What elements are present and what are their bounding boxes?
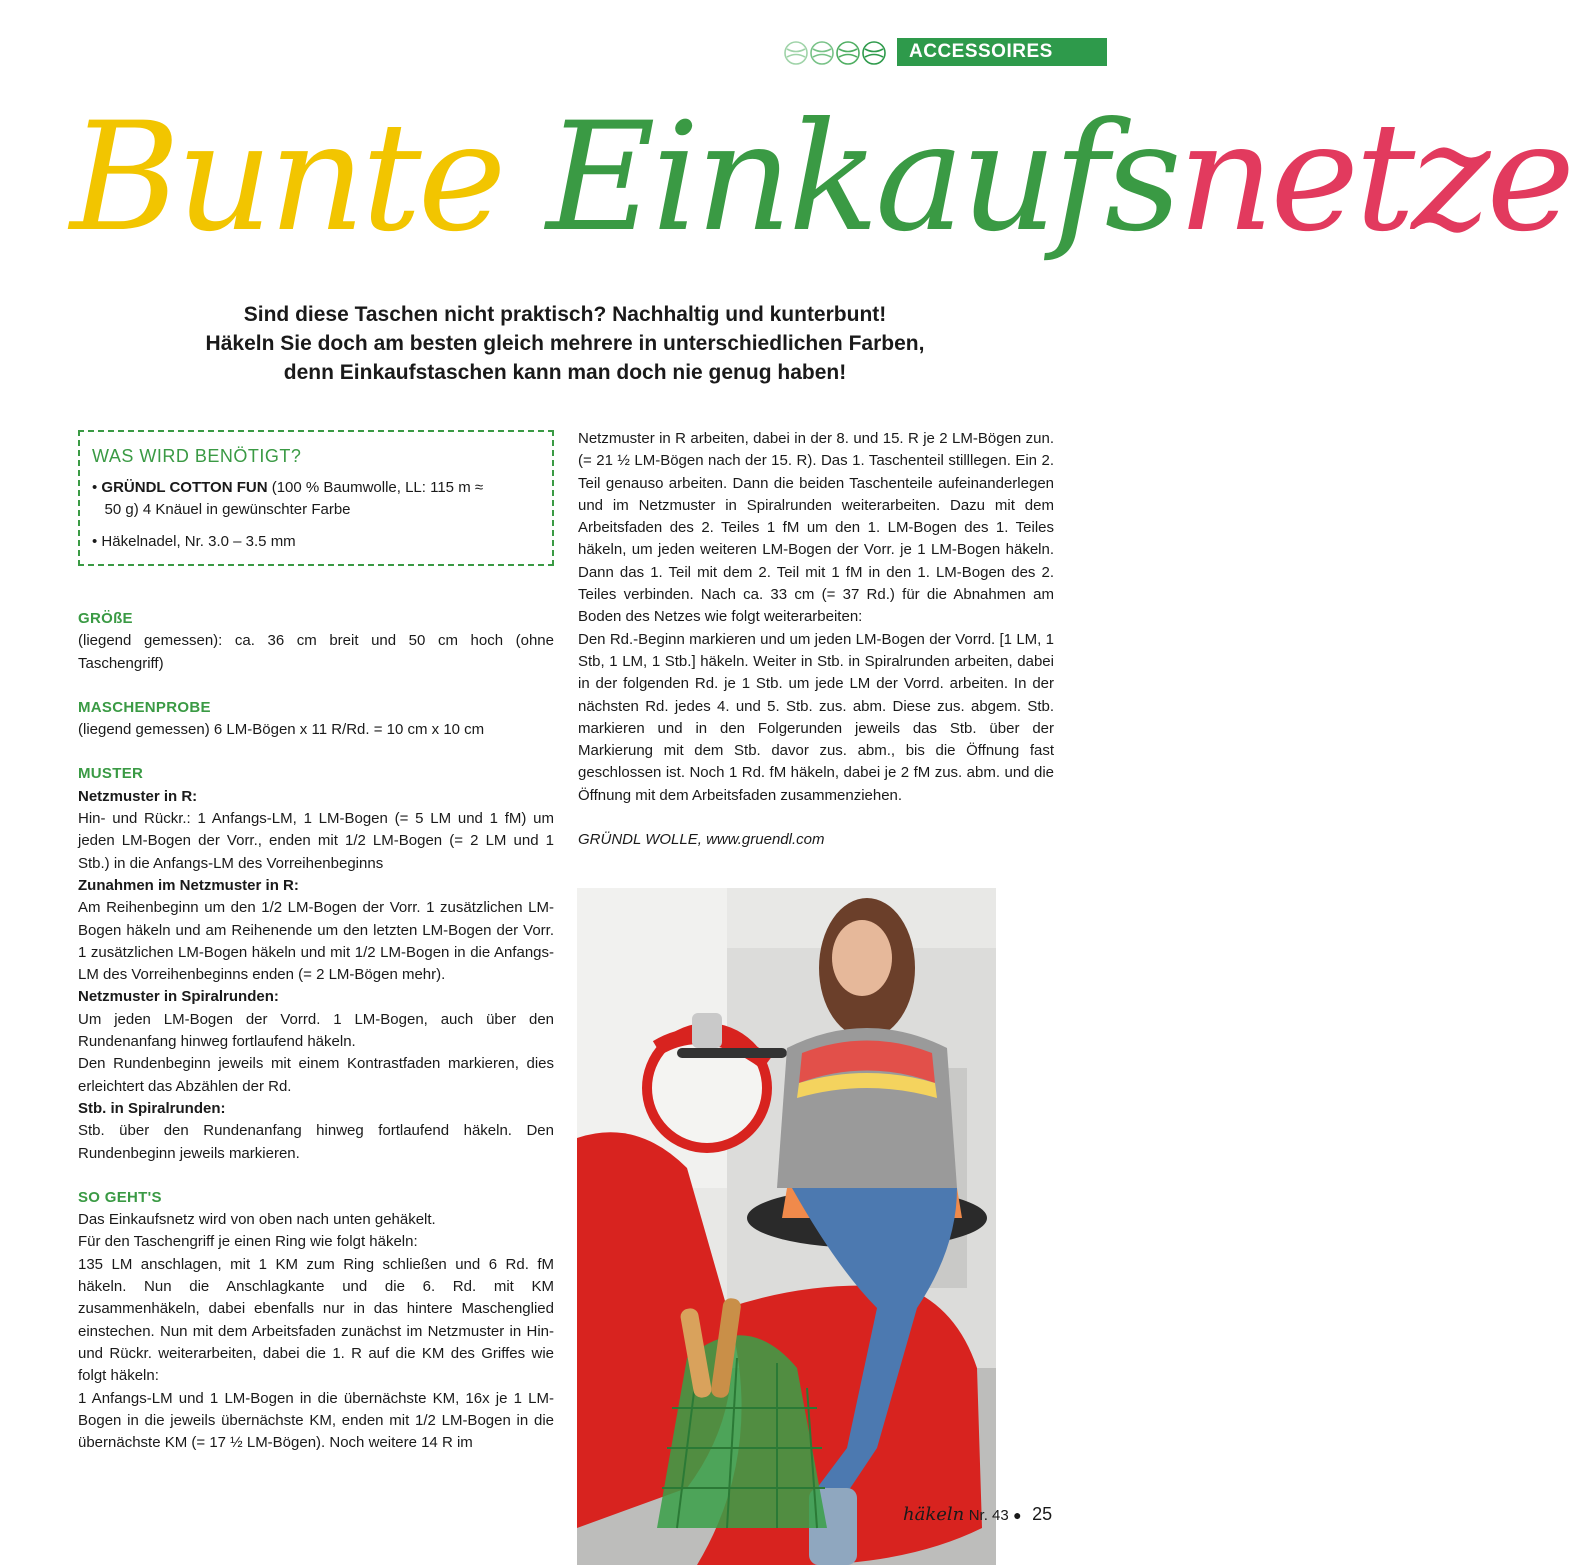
- howto-heading: SO GEHT'S: [78, 1188, 162, 1206]
- intro-line: Häkeln Sie doch am besten gleich mehrere in unterschiedlichen Farben,: [205, 332, 925, 355]
- materials-item: • Häkelnadel, Nr. 3.0 – 3.5 mm: [92, 533, 296, 550]
- pattern-subheading: Netzmuster in R:: [78, 787, 198, 805]
- page-footer: [903, 1504, 1083, 1534]
- photo-woman-on-scooter: [577, 888, 996, 1565]
- materials-box: [78, 430, 554, 566]
- right-column: [578, 428, 1054, 851]
- pattern-text: Um jeden LM-Bogen der Vorrd. 1 LM-Bogen, auch über den Rundenanfang hinweg fortlaufend häkeln.: [78, 1010, 554, 1051]
- pattern-text: Den Rundenbeginn jeweils mit einem Kontrastfaden markieren, dies erleichtert das Abzählen der Rd.: [78, 1055, 554, 1095]
- intro-text: [150, 300, 980, 387]
- materials-title: WAS WIRD BENÖTIGT?: [92, 446, 302, 466]
- howto-paragraph: 135 LM anschlagen, mit 1 KM zum Ring schließen und 6 Rd. fM häkeln. Nun die Anschlagkante und die 6. Rd. mit KM zusammenhäkeln, dabei ebenfalls nur in das hintere Maschenglied einstechen. Nun mit dem Arbeitsfaden zunächst im Netzmuster in Hin- und Rückr. weiterarbeiten, dabei die 1. R auf die KM des Griffes wie folgt häkeln:: [78, 1255, 554, 1385]
- gauge-heading: MASCHENPROBE: [78, 698, 211, 716]
- intro-line: Sind diese Taschen nicht praktisch? Nachhaltig und kunterbunt!: [243, 303, 887, 326]
- page-title: [70, 78, 1571, 298]
- pattern-text: Stb. über den Rundenanfang hinweg fortlaufend häkeln. Den Rundenbeginn jeweils markieren.: [78, 1122, 554, 1162]
- yarn-spec: (100 % Baumwolle, LL: 115 m ≈: [267, 479, 484, 496]
- gauge-text: (liegend gemessen) 6 LM-Bögen x 11 R/Rd. = 10 cm x 10 cm: [78, 721, 485, 739]
- magazine-name: häkeln: [903, 1504, 965, 1525]
- howto-line: Für den Taschengriff je einen Ring wie folgt häkeln:: [78, 1233, 418, 1251]
- bullet-separator: ●: [1013, 1507, 1022, 1523]
- issue-number: Nr. 43: [968, 1507, 1009, 1524]
- section-label: ACCESSOIRES: [897, 38, 1107, 66]
- pattern-heading: MUSTER: [78, 765, 144, 783]
- howto-paragraph: 1 Anfangs-LM und 1 LM-Bogen in die übernächste KM, 16x je 1 LM-Bogen in die jeweils übernächste KM, enden mit 1/2 LM-Bogen in die übernächste KM (= 17 ½ LM-Bögen). Noch weitere 14 R im: [78, 1389, 554, 1452]
- yarn-ball-icons: [783, 40, 888, 66]
- title-word-einkaufs: Einkaufs: [546, 91, 1178, 265]
- left-column: [78, 608, 554, 1454]
- yarn-name: GRÜNDL COTTON FUN: [101, 479, 268, 496]
- page-number: 25: [1032, 1504, 1053, 1524]
- intro-line: denn Einkaufstaschen kann man doch nie genug haben!: [283, 361, 847, 384]
- pattern-text: Am Reihenbeginn um den 1/2 LM-Bogen der Vorr. 1 zusätzlichen LM-Bogen häkeln und am Reihenende um den letzten LM-Bogen der Vorr. 1 zusätzlichen LM-Bogen häkeln und mit 1/2 LM-Bogen in die Anfangs-LM des Vorreihenbeginns enden (= 2 LM-Bögen mehr).: [78, 899, 554, 984]
- title-word-bunte: Bunte: [70, 91, 503, 265]
- pattern-subheading: Stb. in Spiralrunden:: [78, 1099, 226, 1117]
- pattern-subheading: Netzmuster in Spiralrunden:: [78, 988, 279, 1006]
- hook-size: Häkelnadel, Nr. 3.0 – 3.5 mm: [101, 533, 296, 550]
- materials-item: • GRÜNDL COTTON FUN (100 % Baumwolle, LL: 115 m ≈ 50 g) 4 Knäuel in gewünschter Farbe: [92, 479, 484, 518]
- title-word-netze: netze: [1177, 91, 1571, 265]
- size-text: (liegend gemessen): ca. 36 cm breit und 50 cm hoch (ohne Taschengriff): [78, 632, 554, 672]
- pattern-subheading: Zunahmen im Netzmuster in R:: [78, 876, 299, 894]
- credit: GRÜNDL WOLLE, www.gruendl.com: [578, 831, 825, 849]
- size-heading: GRÖßE: [78, 610, 133, 627]
- yarn-amount: 50 g) 4 Knäuel in gewünschter Farbe: [104, 501, 351, 518]
- howto-line: Das Einkaufsnetz wird von oben nach unten gehäkelt.: [78, 1211, 436, 1229]
- howto-paragraph: Den Rd.-Beginn markieren und um jeden LM-Bogen der Vorrd. [1 LM, 1 Stb, 1 LM, 1 Stb.] häkeln. Weiter in Stb. in Spiralrunden arbeiten, dabei in der folgenden Rd. je 1 Stb. um jede LM der Vorrd. arbeiten. In der nächsten Rd. jedes 4. und 5. Stb. zus. abm. Diese zus. abgem. Stb. markieren und in den Folgerunden jeweils das Stb. über der Markierung mit dem Stb. davor zus. abm., bis die Öffnung fast geschlossen ist. Noch 1 Rd. fM häkeln, dabei je 2 fM zus. abm. und die Öffnung mit dem Arbeitsfaden zusammenziehen.: [578, 630, 1054, 804]
- howto-paragraph: Netzmuster in R arbeiten, dabei in der 8. und 15. R je 2 LM-Bögen zun. (= 21 ½ LM-Bögen nach der 15. R). Das 1. Taschenteil stilllegen. Ein 2. Teil genauso arbeiten. Dann die beiden Taschenteile aufeinanderlegen und im Netzmuster in Spiralrunden weiterarbeiten. Dazu mit dem Arbeitsfaden des 2. Teiles 1 fM um den 1. LM-Bogen des 1. Teiles häkeln, um jeden weiteren LM-Bogen der Vorr. je 1 LM-Bogen häkeln. Dann das 1. Teil mit dem 2. Teil mit 1 fM in den 1. LM-Bogen des 2. Teiles verbinden. Nach ca. 33 cm (= 37 Rd.) für die Abnahmen am Boden des Netzes wie folgt weiterarbeiten:: [578, 430, 1054, 626]
- pattern-text: Hin- und Rückr.: 1 Anfangs-LM, 1 LM-Bogen (= 5 LM und 1 fM) um jeden LM-Bogen der Vorr., enden mit 1/2 LM-Bogen (= 2 LM und 1 Stb.) in die Anfangs-LM des Vorreihenbeginns: [78, 810, 554, 872]
